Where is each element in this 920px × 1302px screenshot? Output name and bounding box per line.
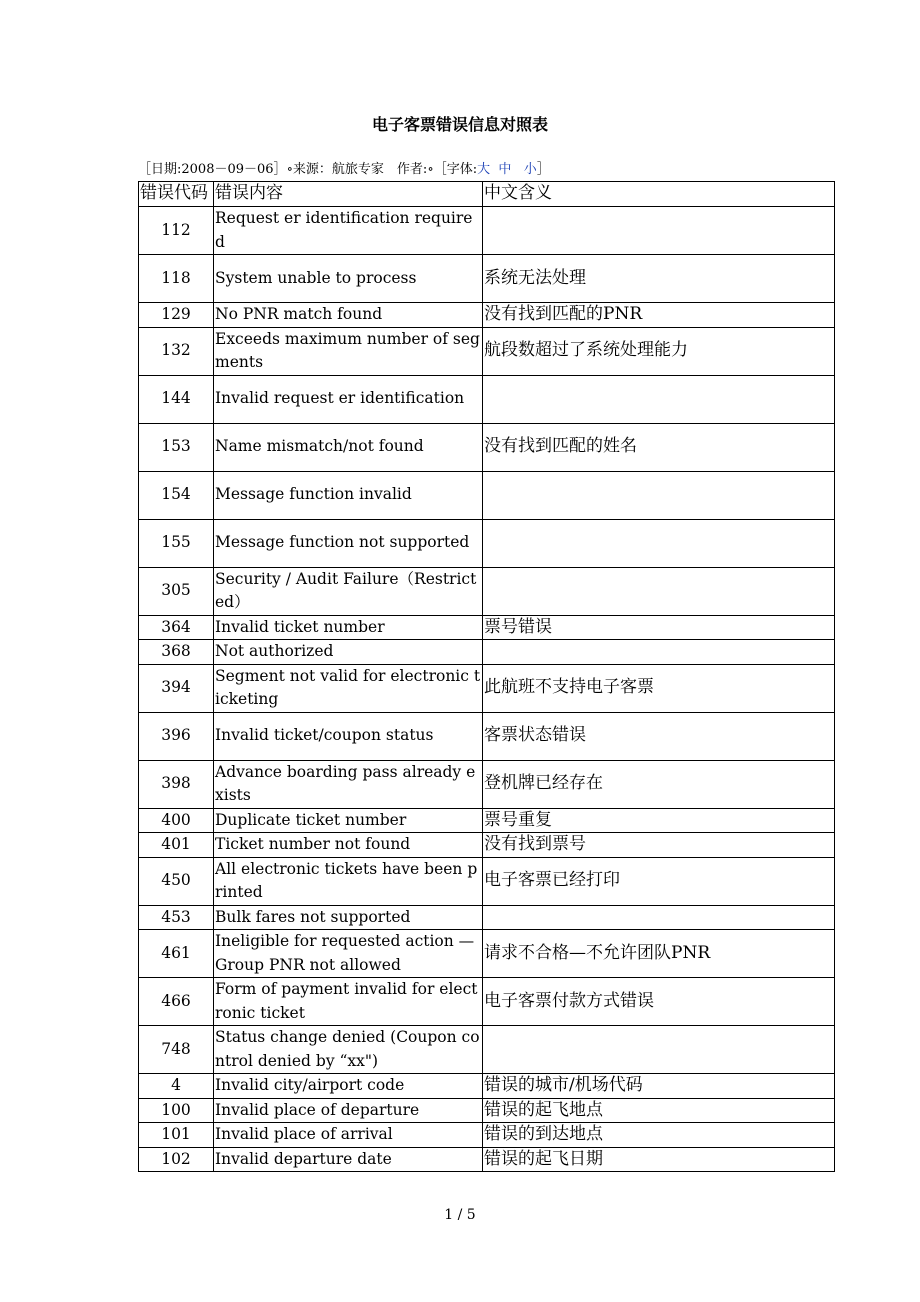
error-code-cell: 748 — [139, 1026, 214, 1074]
table-row — [139, 833, 835, 858]
table-row — [139, 375, 835, 423]
page-number: 1 / 5 — [444, 1207, 476, 1223]
table-row — [139, 327, 835, 375]
document-title: 电子客票错误信息对照表 — [371, 115, 548, 134]
chinese-meaning-cell: 没有找到匹配的PNR — [483, 303, 835, 328]
error-content-cell: Message function not supported — [214, 519, 483, 567]
error-content-cell: Segment not valid for electronic ticketing — [214, 664, 483, 712]
error-code-cell: 144 — [139, 375, 214, 423]
error-content-cell: Exceeds maximum number of segments — [214, 327, 483, 375]
table-header-row — [139, 182, 835, 207]
error-code-cell: 154 — [139, 471, 214, 519]
table-body — [139, 207, 835, 1172]
error-code-cell: 153 — [139, 423, 214, 471]
table-row — [139, 471, 835, 519]
meta-font-label: ［字体: — [433, 162, 478, 177]
table-row — [139, 640, 835, 665]
error-code-cell: 132 — [139, 327, 214, 375]
error-code-cell: 155 — [139, 519, 214, 567]
error-content-cell: Security / Audit Failure（Restricted） — [214, 567, 483, 615]
error-code-cell: 101 — [139, 1123, 214, 1148]
error-content-cell: Invalid city/airport code — [214, 1074, 483, 1099]
error-code-cell: 100 — [139, 1098, 214, 1123]
error-code-cell: 450 — [139, 857, 214, 905]
chinese-meaning-cell — [483, 640, 835, 665]
table-row — [139, 905, 835, 930]
table-row — [139, 1098, 835, 1123]
table-row — [139, 303, 835, 328]
error-code-cell: 112 — [139, 207, 214, 255]
chinese-meaning-cell: 错误的到达地点 — [483, 1123, 835, 1148]
chinese-meaning-cell: 此航班不支持电子客票 — [483, 664, 835, 712]
error-code-cell: 305 — [139, 567, 214, 615]
table-row — [139, 519, 835, 567]
chinese-meaning-cell: 票号重复 — [483, 808, 835, 833]
error-content-cell: Form of payment invalid for electronic ticket — [214, 978, 483, 1026]
table-row — [139, 1026, 835, 1074]
meta-source: ∘来源：航旅专家 作者:∘ — [286, 162, 434, 177]
chinese-meaning-cell: 电子客票付款方式错误 — [483, 978, 835, 1026]
chinese-meaning-cell: 系统无法处理 — [483, 255, 835, 303]
error-code-cell: 461 — [139, 930, 214, 978]
error-content-cell: Name mismatch/not found — [214, 423, 483, 471]
table-row — [139, 1074, 835, 1099]
table-row — [139, 255, 835, 303]
chinese-meaning-cell — [483, 1026, 835, 1074]
error-content-cell: Bulk fares not supported — [214, 905, 483, 930]
error-content-cell: Duplicate ticket number — [214, 808, 483, 833]
error-content-cell: Invalid place of arrival — [214, 1123, 483, 1148]
error-content-cell: Advance boarding pass already exists — [214, 760, 483, 808]
error-content-cell: Request er identification required — [214, 207, 483, 255]
error-code-cell: 129 — [139, 303, 214, 328]
error-content-cell: Invalid ticket number — [214, 615, 483, 640]
error-content-cell: Invalid place of departure — [214, 1098, 483, 1123]
chinese-meaning-cell: 没有找到匹配的姓名 — [483, 423, 835, 471]
table-row — [139, 930, 835, 978]
chinese-meaning-cell — [483, 375, 835, 423]
chinese-meaning-cell — [483, 905, 835, 930]
error-content-cell: All electronic tickets have been printed — [214, 857, 483, 905]
error-content-cell: Status change denied (Coupon control denied by “xx") — [214, 1026, 483, 1074]
error-code-cell: 398 — [139, 760, 214, 808]
table-row — [139, 567, 835, 615]
error-code-cell: 394 — [139, 664, 214, 712]
header-error-code: 错误代码 — [139, 182, 214, 207]
error-code-cell: 368 — [139, 640, 214, 665]
table-row — [139, 712, 835, 760]
table-row — [139, 1147, 835, 1172]
error-content-cell: No PNR match found — [214, 303, 483, 328]
table-row — [139, 857, 835, 905]
meta-font-close: ］ — [536, 162, 550, 177]
error-code-cell: 4 — [139, 1074, 214, 1099]
table-row — [139, 615, 835, 640]
error-content-cell: Message function invalid — [214, 471, 483, 519]
chinese-meaning-cell — [483, 519, 835, 567]
chinese-meaning-cell: 电子客票已经打印 — [483, 857, 835, 905]
chinese-meaning-cell: 票号错误 — [483, 615, 835, 640]
chinese-meaning-cell: 登机牌已经存在 — [483, 760, 835, 808]
chinese-meaning-cell: 航段数超过了系统处理能力 — [483, 327, 835, 375]
chinese-meaning-cell: 请求不合格—不允许团队PNR — [483, 930, 835, 978]
chinese-meaning-cell: 客票状态错误 — [483, 712, 835, 760]
chinese-meaning-cell: 没有找到票号 — [483, 833, 835, 858]
table-row — [139, 664, 835, 712]
error-code-cell: 400 — [139, 808, 214, 833]
error-content-cell: Ticket number not found — [214, 833, 483, 858]
error-code-cell: 364 — [139, 615, 214, 640]
error-content-cell: Invalid ticket/coupon status — [214, 712, 483, 760]
error-content-cell: System unable to process — [214, 255, 483, 303]
header-chinese-meaning: 中文含义 — [483, 182, 835, 207]
error-content-cell: Invalid request er identification — [214, 375, 483, 423]
header-error-content: 错误内容 — [214, 182, 483, 207]
error-code-cell: 118 — [139, 255, 214, 303]
font-size-small-link[interactable]: 小 — [523, 162, 537, 177]
font-size-medium-link[interactable]: 中 — [498, 162, 512, 177]
chinese-meaning-cell: 错误的起飞地点 — [483, 1098, 835, 1123]
error-code-cell: 401 — [139, 833, 214, 858]
chinese-meaning-cell — [483, 207, 835, 255]
error-code-cell: 453 — [139, 905, 214, 930]
error-content-cell: Invalid departure date — [214, 1147, 483, 1172]
table-row — [139, 808, 835, 833]
table-row — [139, 207, 835, 255]
table-row — [139, 760, 835, 808]
error-code-cell: 102 — [139, 1147, 214, 1172]
article-meta — [138, 158, 550, 177]
chinese-meaning-cell: 错误的起飞日期 — [483, 1147, 835, 1172]
table-row — [139, 978, 835, 1026]
error-code-cell: 396 — [139, 712, 214, 760]
error-content-cell: Ineligible for requested action — Group PNR not allowed — [214, 930, 483, 978]
error-content-cell: Not authorized — [214, 640, 483, 665]
chinese-meaning-cell — [483, 567, 835, 615]
table-row — [139, 1123, 835, 1148]
error-code-table — [138, 181, 835, 1172]
meta-date: ［日期:2008－09－06］ — [138, 162, 287, 177]
chinese-meaning-cell: 错误的城市/机场代码 — [483, 1074, 835, 1099]
chinese-meaning-cell — [483, 471, 835, 519]
font-size-large-link[interactable]: 大 — [477, 162, 491, 177]
table-row — [139, 423, 835, 471]
error-code-cell: 466 — [139, 978, 214, 1026]
